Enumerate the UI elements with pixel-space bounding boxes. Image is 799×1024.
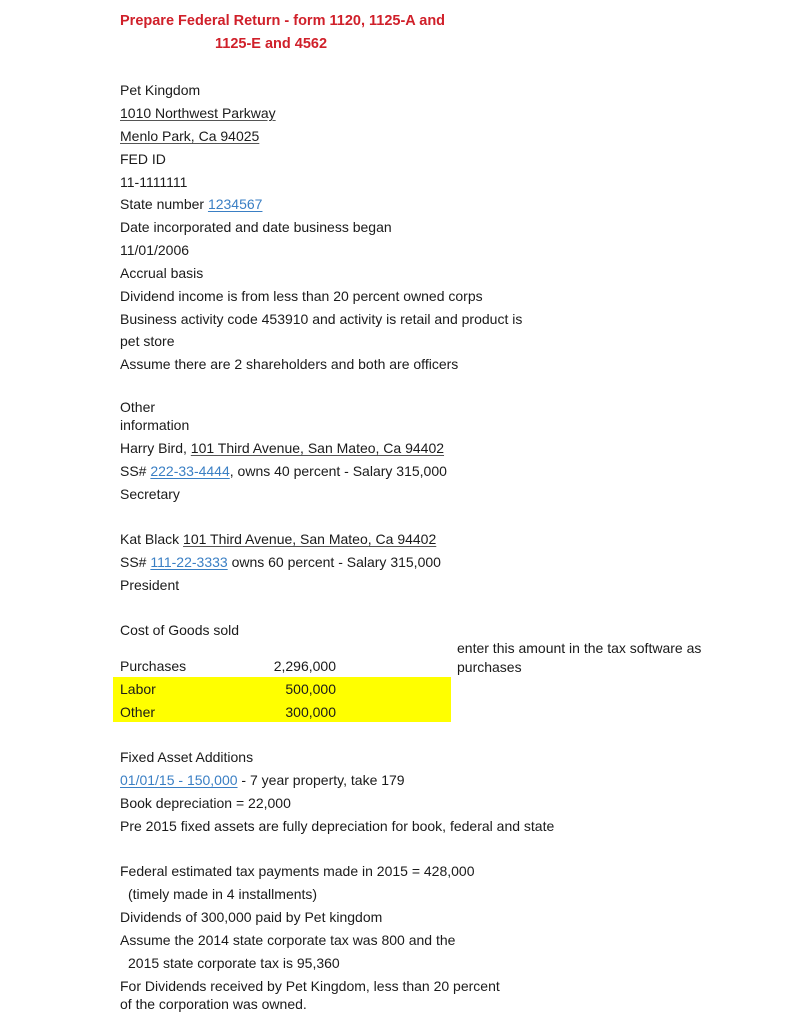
officer-1-ssn-link[interactable]: 222-33-4444 <box>150 463 230 479</box>
date-incorporated-value: 11/01/2006 <box>120 242 190 258</box>
page-title-line2: 1125-E and 4562 <box>215 36 328 52</box>
shareholders-note: Assume there are 2 shareholders and both are officers <box>120 356 459 372</box>
cogs-purchases-amount: 2,296,000 <box>273 658 336 674</box>
dividends-received-line1: For Dividends received by Pet Kingdom, less than 20 percent <box>120 978 500 994</box>
officer-2-name: Kat Black <box>120 531 180 547</box>
officer-1-ss-row <box>120 463 447 480</box>
date-incorporated-label: Date incorporated and date business began <box>120 219 392 235</box>
officer-1-ownership: , owns 40 percent - Salary 315,000 <box>229 463 447 479</box>
officer-1-title: Secretary <box>120 486 180 502</box>
officer-2-title: President <box>120 577 180 593</box>
cogs-labor-label: Labor <box>120 681 156 697</box>
fixed-asset-addition-link[interactable]: 01/01/15 - 150,000 <box>120 772 238 788</box>
state-number-link[interactable]: 1234567 <box>207 196 263 212</box>
estimated-payments-line2: (timely made in 4 installments) <box>128 886 318 902</box>
company-address-line2: Menlo Park, Ca 94025 <box>120 128 260 144</box>
officer-1-name: Harry Bird, <box>120 440 187 456</box>
dividends-received-line2: of the corporation was owned. <box>120 996 307 1012</box>
officer-2-ssn-link[interactable]: 111-22-3333 <box>150 554 228 570</box>
state-tax-line1: Assume the 2014 state corporate tax was 800 and the <box>120 932 456 948</box>
officer-2-ownership: owns 60 percent - Salary 315,000 <box>227 554 441 570</box>
officer-2-name-address <box>120 531 436 548</box>
business-activity-line1: Business activity code 453910 and activity is retail and product is <box>120 311 523 327</box>
officer-2-ss-row <box>120 554 441 571</box>
fed-id-value: 11-1111111 <box>120 174 188 190</box>
officer-2-ss-label: SS# <box>120 554 147 570</box>
pre-2015-assets-note: Pre 2015 fixed assets are fully depreciation for book, federal and state <box>120 818 555 834</box>
page-title: Prepare Federal Return - form 1120, 1125-A and <box>120 13 446 29</box>
book-depreciation: Book depreciation = 22,000 <box>120 795 291 811</box>
state-number-label: State number <box>120 196 205 212</box>
cogs-purchases-label: Purchases <box>120 658 187 674</box>
cogs-labor-amount: 500,000 <box>285 681 336 697</box>
officer-2-address: 101 Third Avenue, San Mateo, Ca 94402 <box>183 531 437 547</box>
dividend-income-note: Dividend income is from less than 20 percent owned corps <box>120 288 483 304</box>
state-tax-line2: 2015 state corporate tax is 95,360 <box>128 955 340 971</box>
cogs-note-line2: purchases <box>457 659 522 675</box>
cogs-heading: Cost of Goods sold <box>120 622 240 638</box>
cogs-other-label: Other <box>120 704 156 720</box>
estimated-payments-line1: Federal estimated tax payments made in 2015 = 428,000 <box>120 863 475 879</box>
cogs-other-amount: 300,000 <box>285 704 336 720</box>
fed-id-label: FED ID <box>120 151 166 167</box>
officer-1-ss-label: SS# <box>120 463 147 479</box>
business-activity-line2: pet store <box>120 333 175 349</box>
accounting-method: Accrual basis <box>120 265 204 281</box>
company-name: Pet Kingdom <box>120 82 201 98</box>
other-info-label-line2: information <box>120 417 190 433</box>
state-number-row <box>120 196 262 213</box>
cogs-note-line1: enter this amount in the tax software as <box>457 640 702 656</box>
officer-1-address: 101 Third Avenue, San Mateo, Ca 94402 <box>190 440 445 456</box>
company-address-line1: 1010 Northwest Parkway <box>120 105 276 121</box>
fixed-asset-addition-detail: - 7 year property, take 179 <box>237 772 405 788</box>
other-info-label: Other <box>120 399 156 415</box>
dividends-paid: Dividends of 300,000 paid by Pet kingdom <box>120 909 383 925</box>
officer-1-name-address <box>120 440 444 457</box>
fixed-assets-heading: Fixed Asset Additions <box>120 749 254 765</box>
fixed-asset-addition-row <box>120 772 405 789</box>
